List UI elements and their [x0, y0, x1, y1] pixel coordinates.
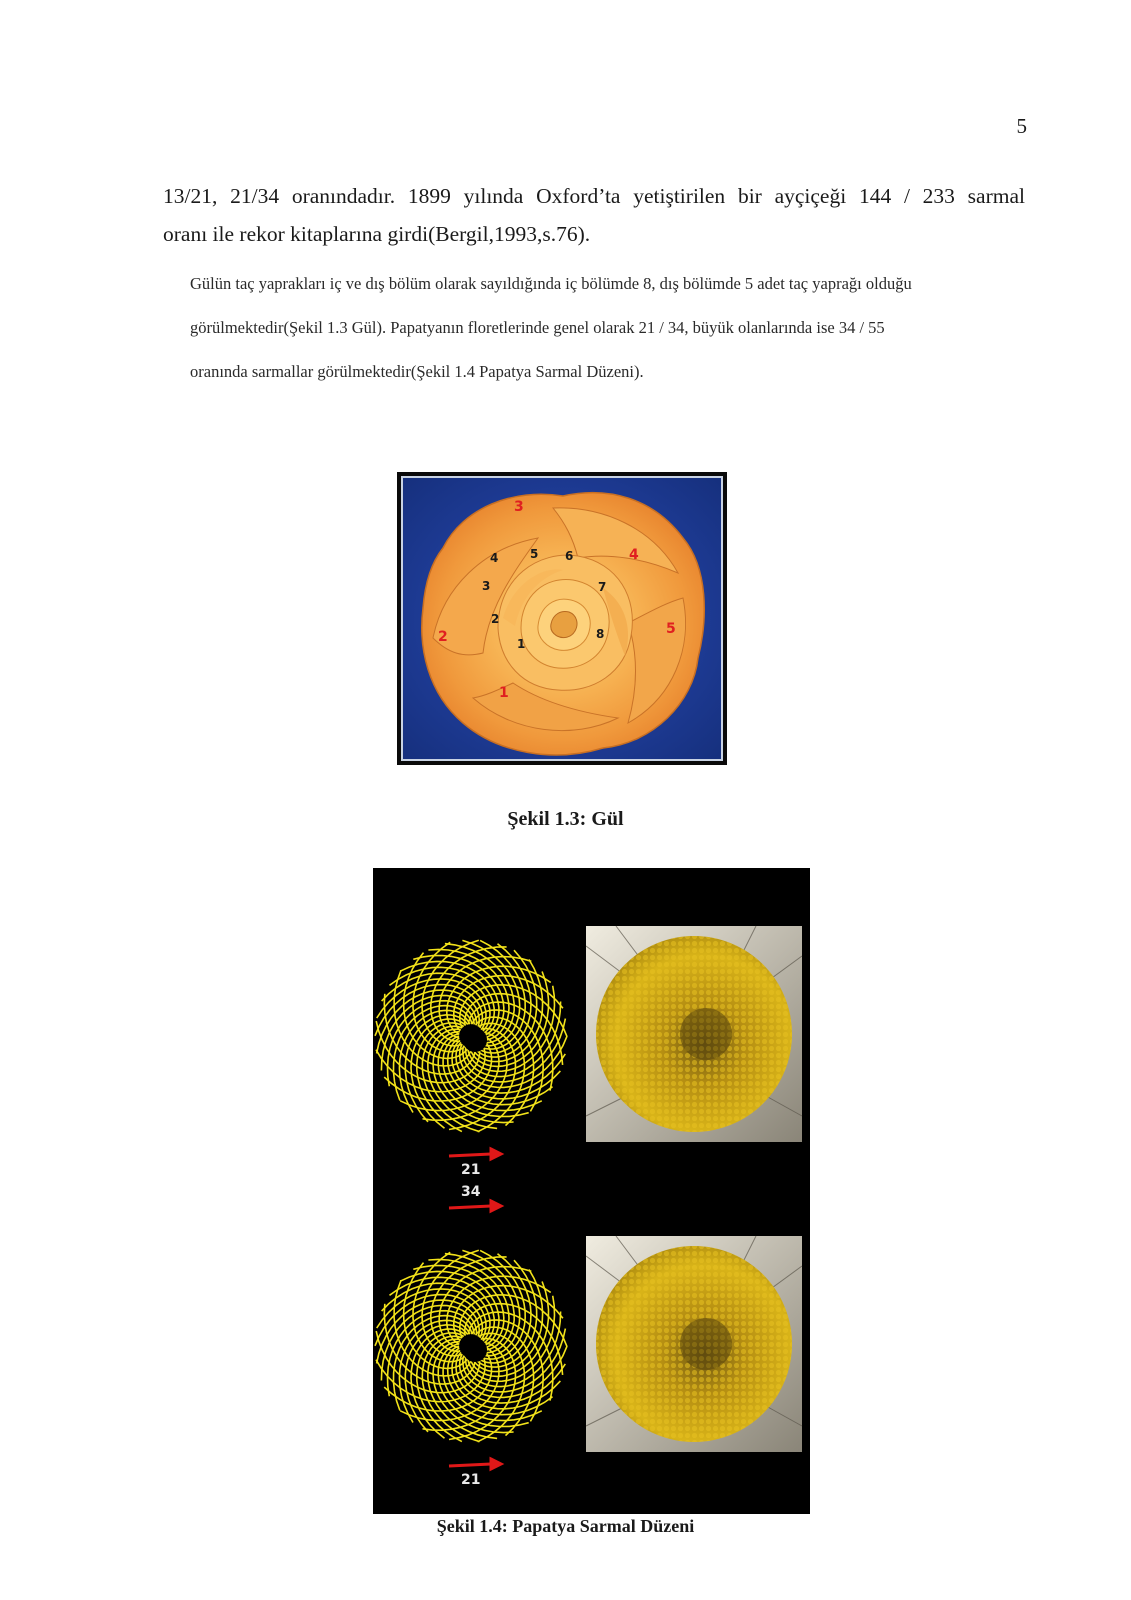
rose-outer-label: 2	[438, 629, 448, 645]
paragraph-2-line-3: oranında sarmallar görülmektedir(Şekil 1.4 Papatya Sarmal Düzeni).	[190, 362, 644, 381]
rose-inner-label: 1	[517, 637, 526, 651]
rose-inner-label: 4	[490, 551, 499, 565]
rose-outer-label: 3	[514, 499, 524, 515]
paragraph-2-line-1: Gülün taç yaprakları iç ve dış bölüm olarak sayıldığında iç bölümde 8, dış bölümde 5 adet taç yaprağı olduğu	[190, 274, 912, 293]
rose-inner-label: 2	[491, 612, 500, 626]
daisy-photo-bottom	[586, 1236, 802, 1452]
figure-2-caption: Şekil 1.4: Papatya Sarmal Düzeni	[436, 1516, 695, 1536]
rose-inner-label: 3	[482, 579, 491, 593]
rose-inner-label: 5	[530, 547, 539, 561]
rose-inner-label: 8	[596, 627, 605, 641]
paragraph-1-line-1: 13/21, 21/34 oranındadır. 1899 yılında Oxford’ta yetiştirilen bir ayçiçeği 144 / 233 sarmal	[163, 184, 1025, 208]
rose-outer-label: 5	[666, 621, 676, 637]
rose-outer-label: 1	[499, 685, 509, 701]
rose-outer-label: 4	[629, 547, 639, 563]
paragraph-2	[190, 262, 1030, 394]
paragraph-2-line-2: görülmektedir(Şekil 1.3 Gül). Papatyanın floretlerinde genel olarak 21 / 34, büyük olanlarında ise 34 / 55	[190, 318, 885, 337]
page-number: 5	[1016, 114, 1027, 138]
spiral-count-label: 21	[461, 1472, 481, 1488]
spiral-count-label: 21	[461, 1162, 481, 1178]
rose-figure	[397, 472, 727, 765]
figure-1-caption: Şekil 1.3: Gül	[507, 808, 624, 830]
rose-inner-label: 7	[598, 580, 607, 594]
daisy-spiral-figure	[373, 868, 810, 1514]
paragraph-1	[163, 177, 1025, 253]
paragraph-1-line-2: oranı ile rekor kitaplarına girdi(Bergil,1993,s.76).	[163, 222, 591, 246]
rose-image	[403, 478, 721, 759]
daisy-photo-top	[586, 926, 802, 1142]
spiral-count-label: 34	[461, 1184, 481, 1200]
rose-inner-label: 6	[565, 549, 574, 563]
